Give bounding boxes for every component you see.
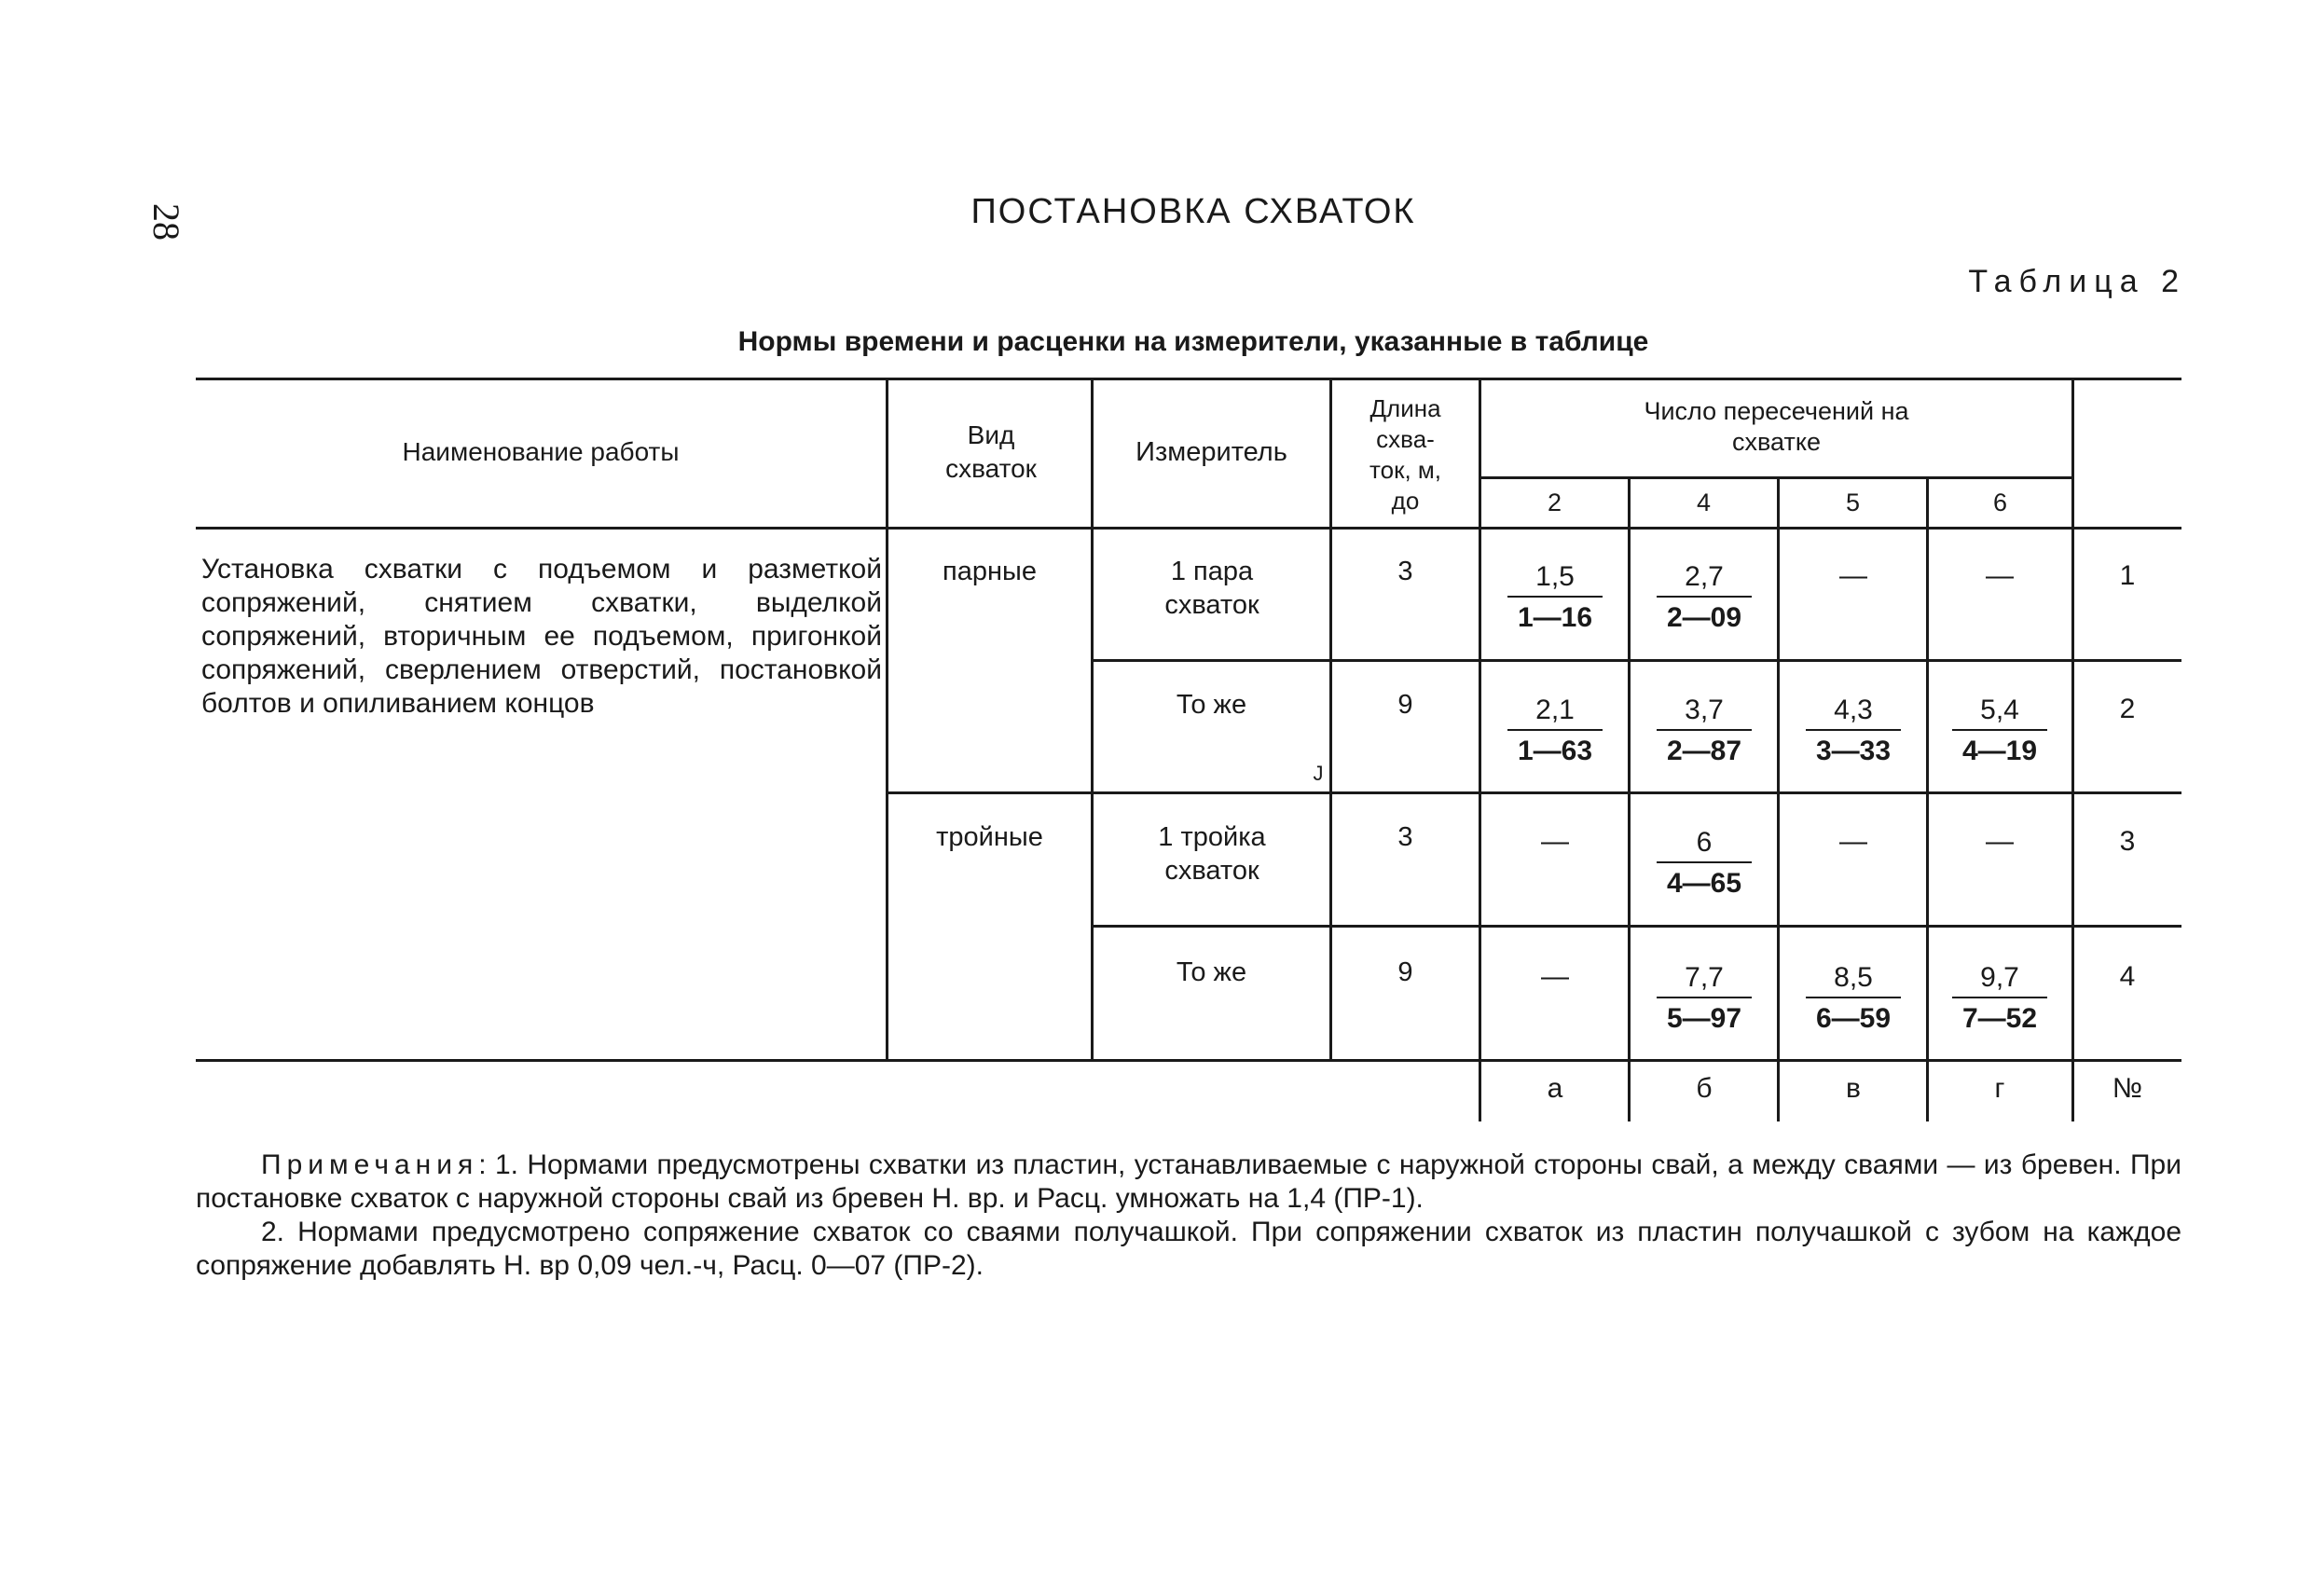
note-1 [196, 1149, 2181, 1216]
price: 1—16 [1517, 602, 1593, 633]
price: 1—63 [1517, 736, 1593, 766]
header-crossing-6: 6 [1992, 488, 2008, 516]
row-4-col-c [1802, 961, 1905, 1036]
time-norm: 4,3 [1834, 695, 1873, 725]
row-3-col-b [1653, 826, 1755, 901]
footer-letter-b: б [1696, 1073, 1713, 1104]
row-2-length: 9 [1397, 690, 1413, 720]
header-bottom-rule [196, 527, 2181, 530]
note-1-text: : 1. Нормами предусмотрены схватки из пластин, устанавливаемые с наружной стороны свай, а между сваями — из бревен. При постановке схваток с наружной стороны свай из бревен Н. вр. и Расц. умножать на 1,4 (ПР-1). [196, 1149, 2181, 1214]
col-rule-type [886, 378, 888, 1059]
notes-lead: Примечания [261, 1149, 479, 1180]
time-norm: 2,7 [1685, 561, 1724, 592]
time-norm: 7,7 [1685, 962, 1724, 993]
header-meter: Измеритель [1135, 437, 1287, 467]
time-norm: 9,7 [1980, 962, 2019, 993]
table-bottom-rule [196, 1059, 2181, 1062]
row-4-col-d [1948, 961, 2051, 1036]
note-2: 2. Нормами предусмотрено сопряжение схваток со сваями получашкой. При сопряжении схваток из пластин получашкой с зубом на каждое сопряжение добавлять Н. вр 0,09 чел.-ч, Расц. 0—07 (ПР-2). [196, 1217, 2181, 1281]
table-caption: Нормы времени и расценки на измерители, указанные в таблице [737, 326, 1649, 357]
row-1-col-a [1504, 560, 1606, 635]
header-crossing-2: 2 [1547, 488, 1562, 516]
price: 2—87 [1666, 736, 1742, 766]
row-2-col-b [1653, 694, 1755, 768]
row-3-number: 3 [2119, 826, 2136, 857]
row-1-number: 1 [2119, 560, 2136, 591]
norms-table [196, 378, 2181, 1123]
time-norm: 5,4 [1980, 695, 2019, 725]
row-1-meter: 1 пара схваток [1164, 557, 1259, 620]
row-3-col-c: — [1839, 826, 1867, 857]
header-title: ПОСТАНОВКА СХВАТОК [970, 192, 1416, 231]
time-norm: 1,5 [1535, 561, 1575, 592]
price: 7—52 [1961, 1003, 2038, 1034]
col-rule-4 [1628, 476, 1631, 1121]
footer-letter-a: а [1547, 1073, 1563, 1104]
price: 5—97 [1666, 1003, 1742, 1034]
row-1-length: 3 [1397, 557, 1413, 586]
price: 2—09 [1666, 602, 1742, 633]
time-norm: 2,1 [1535, 695, 1575, 725]
row-1-col-b [1653, 560, 1755, 635]
time-norm: 3,7 [1685, 695, 1724, 725]
group-type-pairs: парные [943, 557, 1037, 586]
row3-bottom-rule [1091, 925, 2181, 928]
row-4-col-b [1653, 961, 1755, 1036]
stray-mark: J [1313, 762, 1324, 785]
row-3-length: 3 [1397, 822, 1413, 852]
row-2-col-d [1948, 694, 2051, 768]
time-norm: 8,5 [1834, 962, 1873, 993]
row-3-meter: 1 тройка схваток [1158, 822, 1266, 886]
page-number: 28 [145, 203, 187, 241]
row-4-meter: То же [1176, 957, 1247, 987]
col-rule-no [2071, 378, 2074, 1121]
row-3-col-d: — [1986, 826, 2014, 857]
col-rule-5 [1777, 476, 1780, 1121]
row-2-col-a [1504, 694, 1606, 768]
price: 3—33 [1815, 736, 1892, 766]
table-label: Таблица 2 [1968, 264, 2186, 299]
footer-letter-c: в [1846, 1073, 1861, 1104]
row-1-col-d: — [1986, 560, 2014, 591]
group-type-triples: тройные [936, 822, 1043, 852]
header-crossing-4: 4 [1696, 488, 1712, 516]
row2-bottom-rule [886, 791, 2181, 794]
row-2-number: 2 [2119, 694, 2136, 724]
work-description: Установка схватки с подъемом и разметкой сопряжений, снятием схватки, выделкой сопряжений, вторичным ее подъемом, пригонкой сопряжений, сверлением отверстий, постановкой болтов и опиливанием концов [201, 554, 882, 719]
header-crossings: Число пересечений на схватке [1644, 397, 1909, 456]
row-2-meter: То же [1176, 690, 1247, 720]
row-3-col-a: — [1541, 826, 1569, 857]
row-1-col-c: — [1839, 560, 1867, 591]
header-crossing-5: 5 [1845, 488, 1861, 516]
price: 4—19 [1961, 736, 2038, 766]
row-4-number: 4 [2119, 961, 2136, 992]
notes [196, 1149, 2181, 1283]
price: 6—59 [1815, 1003, 1892, 1034]
header-work-name: Наименование работы [402, 437, 680, 466]
row-4-col-a: — [1541, 961, 1569, 992]
footer-number-sign: № [2112, 1073, 2143, 1104]
price: 4—65 [1666, 868, 1742, 899]
header-type: Вид схваток [945, 420, 1037, 483]
time-norm: 6 [1696, 827, 1713, 858]
header-length: Длина схва-ток, м, до [1369, 394, 1441, 515]
footer-letter-d: г [1994, 1073, 2005, 1104]
col-rule-6 [1926, 476, 1929, 1121]
row1-bottom-rule [1091, 659, 2181, 662]
row-4-length: 9 [1397, 957, 1413, 987]
row-2-col-c [1802, 694, 1905, 768]
